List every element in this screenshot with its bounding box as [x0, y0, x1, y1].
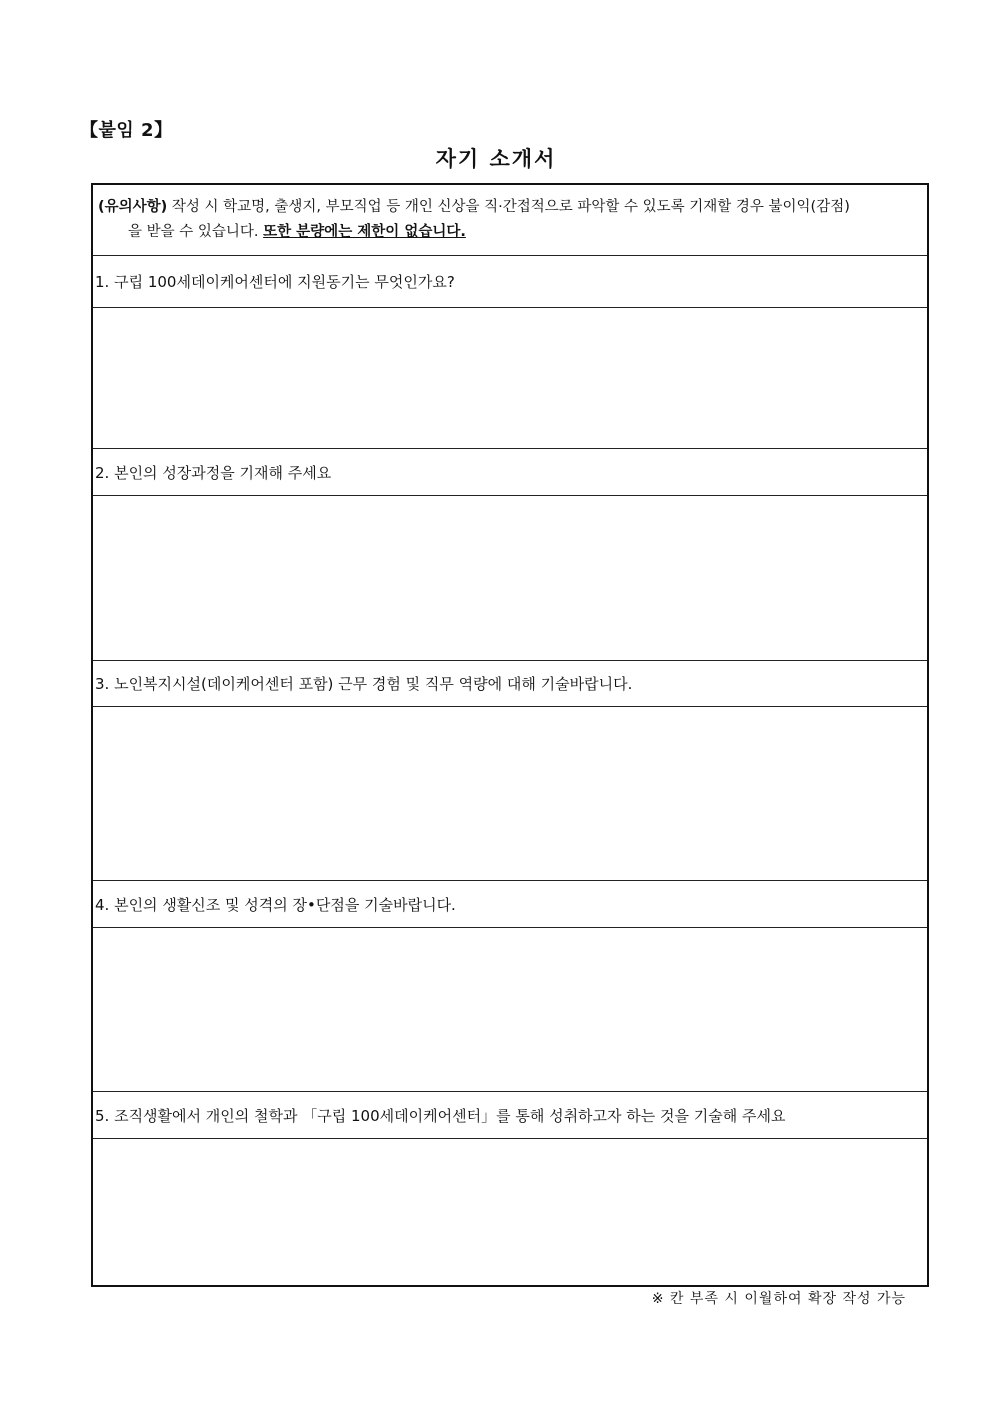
question-5-label: 5. 조직생활에서 개인의 철학과 「구립 100세데이케어센터」를 통해 성취하고자 하는 것을 기술해 주세요: [93, 1092, 927, 1139]
notice-text: 작성 시 학교명, 출생지, 부모직업 등 개인 신상을 직·간접적으로 파악할 수 있도록 기재할 경우 불이익(감점): [167, 199, 850, 215]
attachment-label: 【붙임 2】: [80, 120, 173, 141]
notice-emphasis: 또한 분량에는 제한이 없습니다.: [263, 224, 466, 240]
notice-text-continued: 을 받을 수 있습니다.: [128, 224, 264, 240]
self-introduction-form: [91, 183, 929, 1287]
question-1-answer-field[interactable]: [93, 308, 927, 449]
notice-box: [93, 185, 927, 256]
question-1-label: 1. 구립 100세데이케어센터에 지원동기는 무엇인가요?: [93, 256, 927, 308]
question-5-answer-field[interactable]: [93, 1139, 927, 1285]
question-4-answer-field[interactable]: [93, 928, 927, 1092]
page-title: 자기 소개서: [435, 147, 557, 171]
question-4-label: 4. 본인의 생활신조 및 성격의 장•단점을 기술바랍니다.: [93, 881, 927, 928]
notice-line-1: [98, 195, 923, 220]
question-2-answer-field[interactable]: [93, 496, 927, 661]
notice-label: (유의사항): [98, 199, 168, 215]
notice-line-2: [98, 220, 923, 245]
question-3-answer-field[interactable]: [93, 707, 927, 881]
question-2-label: 2. 본인의 성장과정을 기재해 주세요: [93, 449, 927, 496]
footnote: ※ 칸 부족 시 이월하여 확장 작성 가능: [651, 1291, 906, 1307]
question-3-label: 3. 노인복지시설(데이케어센터 포함) 근무 경험 및 직무 역량에 대해 기술바랍니다.: [93, 661, 927, 707]
